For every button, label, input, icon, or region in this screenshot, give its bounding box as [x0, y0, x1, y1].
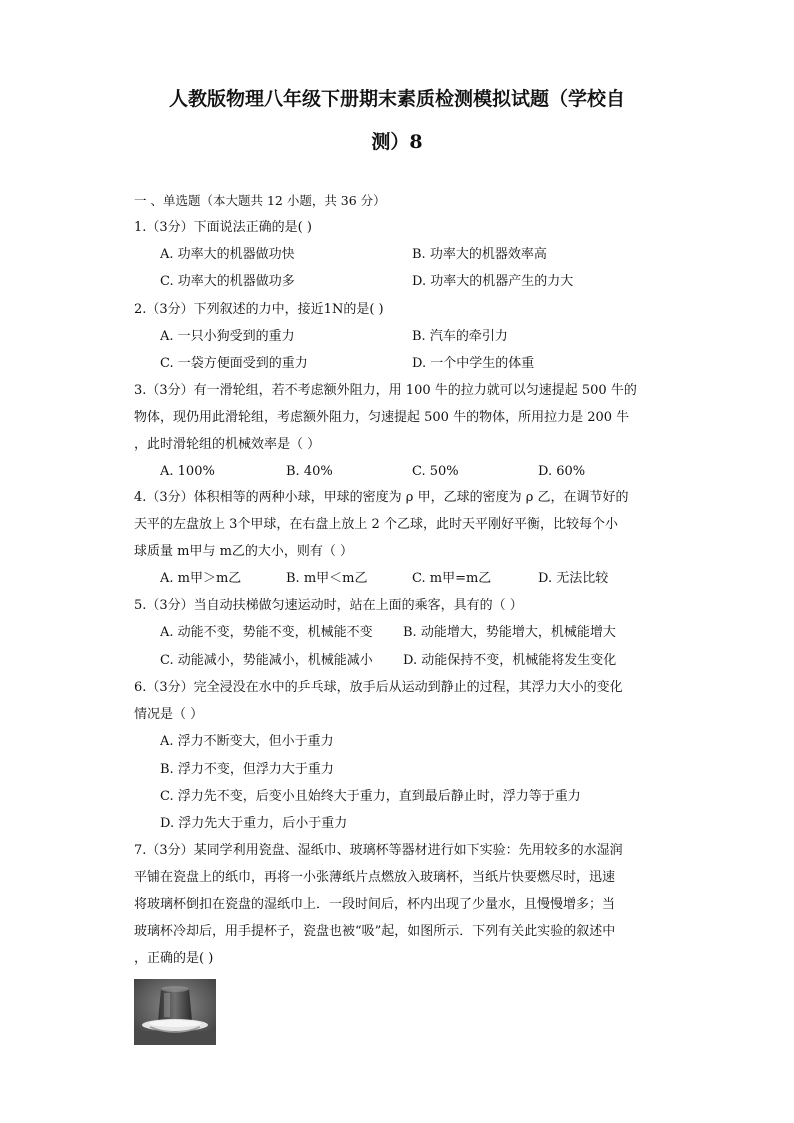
experiment-photo — [134, 979, 216, 1045]
question-5-stem: 5.（3分）当自动扶梯做匀速运动时，站在上面的乘客，具有的（ ） — [134, 598, 523, 613]
page-title-line1: 人教版物理八年级下册期末素质检测模拟试题（学校自 — [168, 88, 625, 110]
question-2-option-c: C. 一袋方便面受到的重力 — [160, 356, 308, 371]
question-5-option-c: C. 动能减小，势能减小，机械能减小 — [160, 653, 373, 668]
question-3-stem-line3: ，此时滑轮组的机械效率是（ ） — [134, 437, 321, 452]
question-3-stem-line2: 物体，现仍用此滑轮组，考虑额外阻力，匀速提起 500 牛的物体，所用拉力是 200 牛 — [134, 410, 630, 425]
section-heading: 一 、单选题（本大题共 12 小题，共 36 分） — [134, 193, 386, 208]
question-4-option-c: C. m甲=m乙 — [412, 571, 492, 586]
question-7-stem-line1: 7.（3分）某同学利用瓷盘、湿纸巾、玻璃杯等器材进行如下实验：先用较多的水湿润 — [134, 843, 623, 858]
question-2-stem: 2.（3分）下列叙述的力中，接近1N的是( ) — [134, 302, 384, 317]
question-3-option-c: C. 50% — [412, 464, 459, 479]
question-5-option-a: A. 动能不变，势能不变，机械能不变 — [160, 625, 373, 640]
question-6-stem-line2: 情况是（ ） — [134, 707, 204, 722]
question-1-option-b: B. 功率大的机器效率高 — [412, 247, 547, 262]
question-6-option-a: A. 浮力不断变大，但小于重力 — [160, 734, 334, 749]
question-3-option-d: D. 60% — [538, 464, 586, 479]
page-title-line2: 测）8 — [371, 131, 423, 153]
experiment-photo-drawing — [134, 979, 216, 1045]
question-6-option-d: D. 浮力先大于重力，后小于重力 — [160, 816, 348, 831]
question-2-option-d: D. 一个中学生的体重 — [412, 356, 535, 371]
question-7-stem-line5: ，正确的是( ) — [134, 951, 214, 966]
question-6-option-c: C. 浮力先不变，后变小且始终大于重力，直到最后静止时，浮力等于重力 — [160, 789, 581, 804]
question-1-option-c: C. 功率大的机器做功多 — [160, 274, 295, 289]
question-4-option-d: D. 无法比较 — [538, 571, 609, 586]
question-4-stem-line1: 4.（3分）体积相等的两种小球，甲球的密度为 ρ 甲，乙球的密度为 ρ 乙，在调节好的 — [134, 490, 629, 505]
question-6-stem-line1: 6.（3分）完全浸没在水中的乒乓球，放手后从运动到静止的过程，其浮力大小的变化 — [134, 680, 623, 695]
question-5-option-b: B. 动能增大，势能增大，机械能增大 — [403, 625, 616, 640]
question-4-stem-line3: 球质量 m甲与 m乙的大小，则有（ ） — [134, 544, 354, 559]
question-1-option-d: D. 功率大的机器产生的力大 — [412, 274, 574, 289]
question-2-option-a: A. 一只小狗受到的重力 — [160, 329, 295, 344]
question-1-option-a: A. 功率大的机器做功快 — [160, 247, 295, 262]
question-6-option-b: B. 浮力不变，但浮力大于重力 — [160, 762, 334, 777]
question-1-stem: 1.（3分）下面说法正确的是( ) — [134, 220, 312, 235]
question-2-option-b: B. 汽车的牵引力 — [412, 329, 508, 344]
question-3-option-a: A. 100% — [160, 464, 215, 479]
question-7-stem-line2: 平铺在瓷盘上的纸巾，再将一小张薄纸片点燃放入玻璃杯，当纸片快要燃尽时，迅速 — [134, 870, 616, 885]
question-4-stem-line2: 天平的左盘放上 3个甲球，在右盘上放上 2 个乙球，此时天平刚好平衡，比较每个小 — [134, 517, 618, 532]
question-5-option-d: D. 动能保持不变，机械能将发生变化 — [403, 653, 617, 668]
question-7-stem-line3: 将玻璃杯倒扣在瓷盘的湿纸巾上．一段时间后，杯内出现了少量水，且慢慢增多；当 — [134, 897, 616, 912]
question-3-stem-line1: 3.（3分）有一滑轮组，若不考虑额外阻力，用 100 牛的拉力就可以匀速提起 500 牛的 — [134, 383, 637, 398]
question-3-option-b: B. 40% — [286, 464, 333, 479]
question-7-stem-line4: 玻璃杯冷却后，用手提杯子，瓷盘也被“吸”起，如图所示．下列有关此实验的叙述中 — [134, 924, 616, 939]
question-4-option-a: A. m甲＞m乙 — [160, 571, 242, 586]
question-4-option-b: B. m甲＜m乙 — [286, 571, 368, 586]
